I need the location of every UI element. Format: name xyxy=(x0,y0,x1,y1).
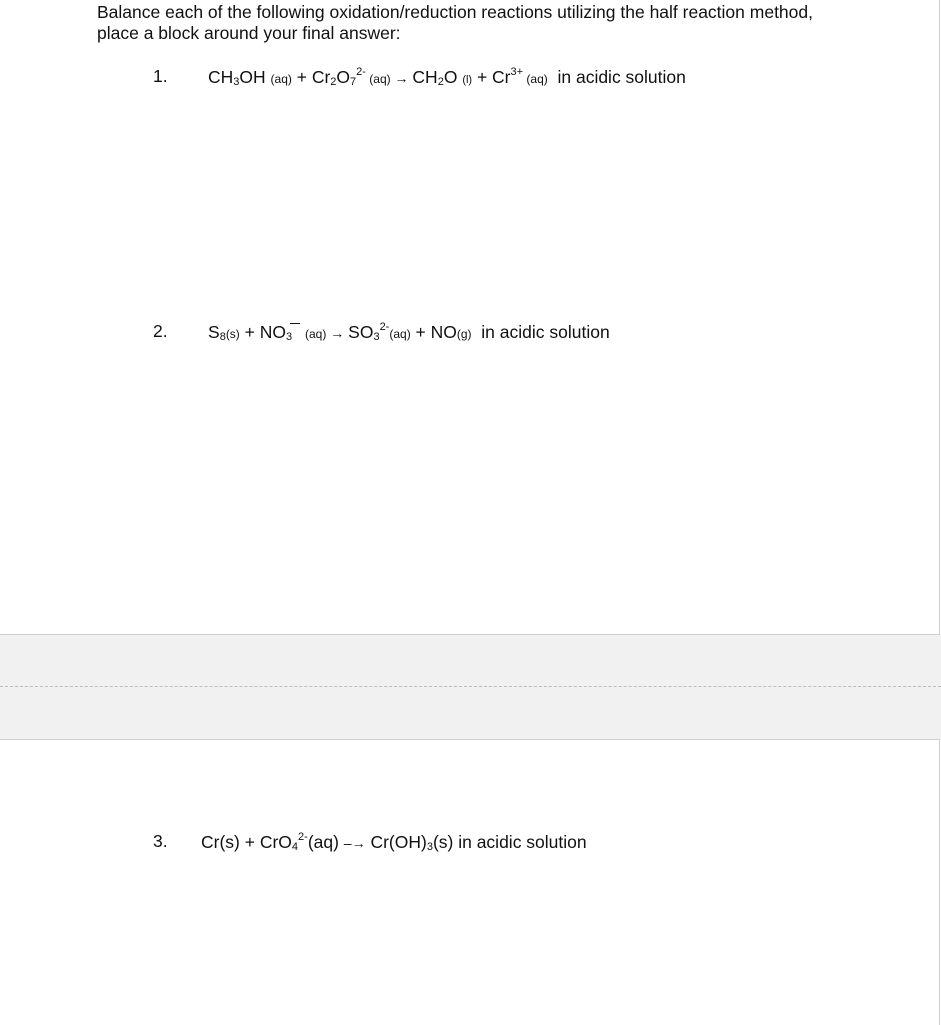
equation-fragment: (s) xyxy=(225,327,240,341)
reaction-equation xyxy=(201,831,587,853)
reaction-equation xyxy=(208,321,610,343)
reaction-equation xyxy=(208,66,686,88)
equation-fragment: SO xyxy=(348,322,374,342)
instructions-text: Balance each of the following oxidation/reduction reactions utilizing the half reaction method, place a block around your final answer: xyxy=(97,2,813,43)
equation-fragment: + NO xyxy=(410,322,457,342)
equation-fragment: 3 xyxy=(286,331,293,343)
equation-fragment: Cr(s) + CrO xyxy=(201,832,292,852)
equation-fragment: 2- xyxy=(298,831,308,843)
equation-fragment: (s) in acidic solution xyxy=(432,832,587,852)
equation-fragment: (aq) xyxy=(389,327,411,341)
equation-fragment: S xyxy=(208,322,220,342)
reaction-arrow: –→ xyxy=(343,835,366,851)
equation-fragment: 3 xyxy=(373,331,380,343)
page-gap xyxy=(0,635,941,739)
equation-fragment: OH xyxy=(239,67,271,87)
equation-fragment: CH xyxy=(208,67,234,87)
equation-fragment: O xyxy=(336,67,351,87)
equation-fragment: (aq) xyxy=(270,72,292,86)
equation-fragment: 3+ xyxy=(510,66,524,78)
equation-fragment: + Cr xyxy=(291,67,331,87)
equation-fragment: 7 xyxy=(350,76,357,88)
equation-fragment: in acidic solution xyxy=(547,67,686,87)
question-number: 3. xyxy=(153,831,168,851)
page-2 xyxy=(0,739,940,1025)
page-break-divider xyxy=(0,686,941,687)
negative-charge-mark xyxy=(290,323,300,324)
equation-fragment: (aq) xyxy=(523,72,548,86)
equation-fragment: 2- xyxy=(379,321,390,333)
equation-fragment: 2 xyxy=(330,76,337,88)
equation-fragment: 2 xyxy=(437,76,444,88)
equation-fragment: (aq) xyxy=(305,327,327,341)
question-number: 1. xyxy=(153,66,168,86)
equation-fragment: (aq) xyxy=(365,72,391,86)
equation-fragment: 8 xyxy=(219,331,226,343)
equation-fragment: in acidic solution xyxy=(471,322,610,342)
equation-fragment: 3 xyxy=(233,76,240,88)
equation-fragment: (aq) xyxy=(307,832,344,852)
question-number: 2. xyxy=(153,321,168,341)
equation-fragment: + NO xyxy=(239,322,287,342)
equation-fragment: CH xyxy=(412,67,438,87)
equation-fragment: + Cr xyxy=(472,67,511,87)
equation-fragment: 3 xyxy=(426,841,433,853)
equation-fragment: 4 xyxy=(291,841,299,853)
reaction-arrow: → xyxy=(390,70,413,86)
reaction-arrow: → xyxy=(326,325,349,341)
equation-fragment: Cr(OH) xyxy=(365,832,427,852)
equation-fragment: O xyxy=(443,67,463,87)
equation-fragment: (g) xyxy=(456,327,472,341)
equation-fragment: 2- xyxy=(356,66,366,78)
equation-fragment: (l) xyxy=(462,74,473,86)
